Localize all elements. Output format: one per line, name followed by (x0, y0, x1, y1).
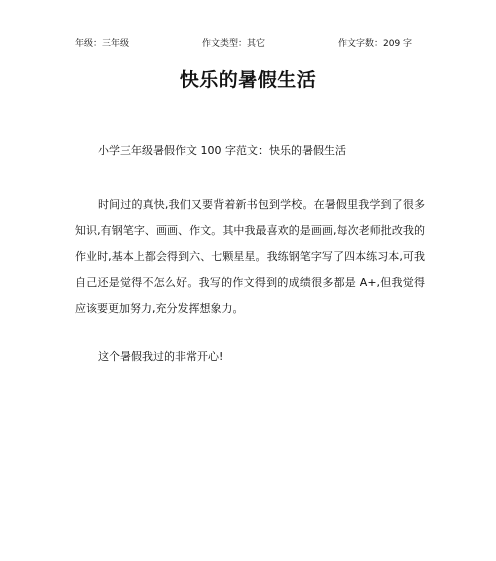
essay-meta-row (0, 37, 496, 51)
essay-subtitle: 小学三年级暑假作文 100 字范文：快乐的暑假生活 (98, 144, 346, 157)
page-title: 快乐的暑假生活 (179, 69, 317, 91)
grade-label: 年级：三年级 (75, 39, 130, 49)
essay-closing-line: 这个暑假我过的非常开心! (98, 350, 224, 363)
word-count-label: 作文字数：209 字 (338, 39, 413, 49)
essay-paragraph: 时间过的真快,我们又要背着新书包到学校。在暑假里我学到了很多知识,有钢笔字、画画、作文。其中我最喜欢的是画画,每次老师批改我的作业时,基本上都会得到六、七颗星星。我练钢笔字写了四本练习本,可我自己还是觉得不怎么好。我写的作文得到的成绩很多都是 A+,但我觉得应该要更加努力,充分发挥想象力。 (75, 198, 425, 315)
essay-type-label: 作文类型：其它 (202, 39, 266, 49)
